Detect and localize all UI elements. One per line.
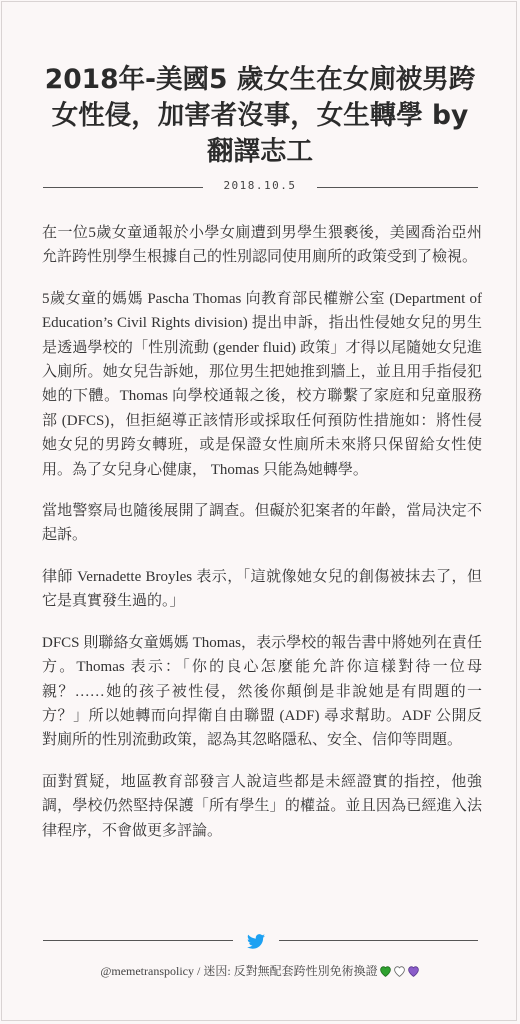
- article-paragraph: 在一位5歲女童通報於小學女廁遭到男學生猥褻後，美國喬治亞州允許跨性別學生根據自己的性別認同使用廁所的政策受到了檢視。: [42, 225, 482, 266]
- footer-divider-left: [43, 940, 233, 941]
- article-paragraph: 律師 Vernadette Broyles 表示，「這就像她女兒的創傷被抹去了，但它是真實發生過的。」: [42, 568, 482, 610]
- purple-heart-icon: [407, 965, 420, 977]
- article-title: 2018年-美國5 歲女生在女廁被男跨女性侵，加害者沒事，女生轉學 by 翻譯志工: [44, 64, 476, 167]
- article-paragraph: 面對質疑，地區教育部發言人說這些都是未經證實的指控，他強調，學校仍然堅持保護「所有學生」的權益。並且因為已經進入法律程序，不會做更多評論。: [42, 773, 482, 839]
- article-body: [42, 221, 482, 860]
- article-paragraph: 5歲女童的媽媽 Pascha Thomas 向教育部民權辦公室 (Department of Education’s Civil Rights division) 提出申訴，指出性侵她女兒的男生是透過學校的「性別流動 (gender fluid) 政策」才得以尾隨她女兒進入廁所。她女兒告訴她，那位男生把她推到牆上，並且用手指侵犯她的下體。Thomas 向學校通報之後，校方聯繫了家庭和兒童服務部 (DFCS)，但拒絕導正該情形或採取任何預防性措施如：將性侵她女兒的男跨女轉班，或是保證女性廁所未來將只保留給女性使用。為了女兒身心健康， Thomas 只能為她轉學。: [42, 290, 482, 478]
- date-divider-left: [43, 187, 203, 188]
- white-heart-icon: [393, 965, 406, 977]
- article-paragraph: 當地警察局也隨後展開了調查。但礙於犯案者的年齡，當局決定不起訴。: [42, 503, 482, 544]
- green-heart-icon: [379, 965, 392, 977]
- article-date: 2018.10.5: [223, 179, 297, 192]
- twitter-bird-icon[interactable]: [247, 934, 265, 949]
- article-paragraph: DFCS 則聯絡女童媽媽 Thomas，表示學校的報告書中將她列在責任方。Thomas 表示：「你的良心怎麼能允許你這樣對待一位母親？……她的孩子被性侵，然後你顛倒是非說她是有問題的一方？」所以她轉而向捍衛自由聯盟 (ADF) 尋求幫助。ADF 公開反對廁所的性別流動政策，認為其忽略隱私、安全、信仰等問題。: [42, 634, 482, 749]
- footer-credit-text: @memetranspolicy / 迷因: 反對無配套跨性別免術換證: [100, 964, 378, 978]
- footer-divider-right: [279, 940, 478, 941]
- footer-credit: [0, 962, 520, 979]
- date-divider-right: [317, 187, 478, 188]
